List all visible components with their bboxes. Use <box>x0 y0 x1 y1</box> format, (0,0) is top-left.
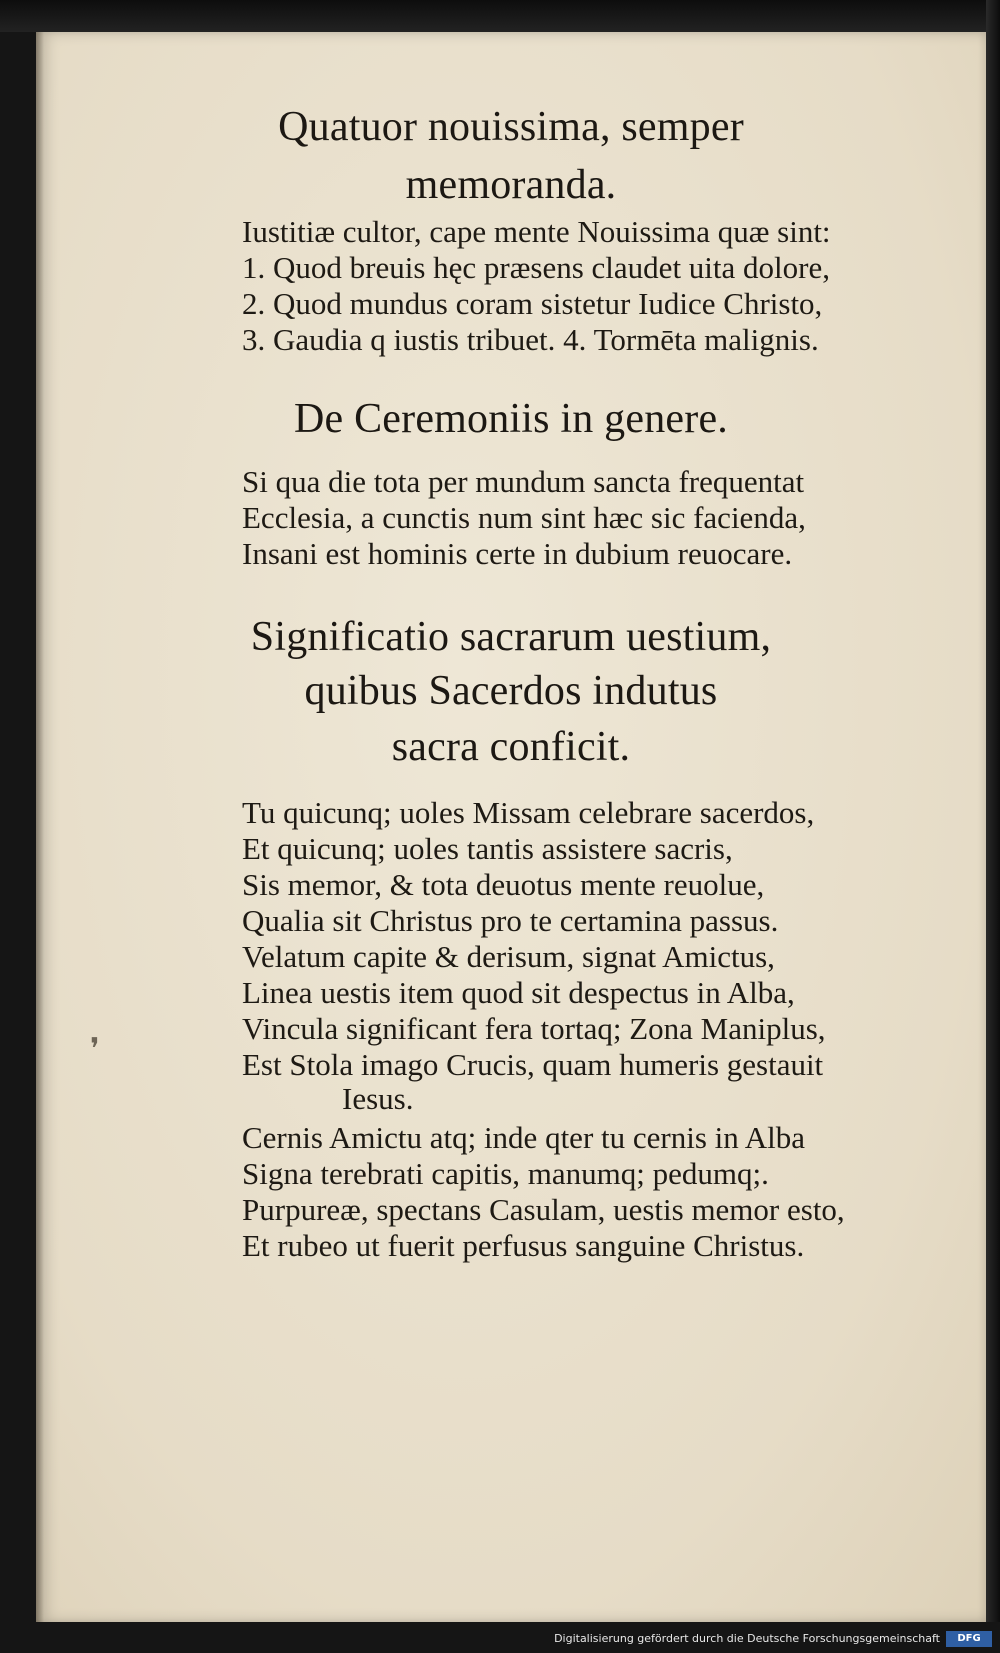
book-edge-top <box>0 0 1000 32</box>
heading-quatuor-line-2: memoranda. <box>405 162 617 208</box>
verse-line: 3. Gaudia q iustis tribuet. 4. Tormēta malignis. <box>242 322 819 357</box>
verse-line: Et rubeo ut fuerit perfusus sanguine Christus. <box>242 1228 805 1263</box>
verse-line: Signa terebrati capitis, manumq; pedumq;. <box>242 1156 769 1191</box>
verse-line: Insani est hominis certe in dubium reuocare. <box>242 536 793 571</box>
verse-line: 2. Quod mundus coram sistetur Iudice Christo, <box>242 286 823 321</box>
heading-quatuor-line-1: Quatuor nouissima, semper <box>278 104 744 150</box>
digitization-credit: Digitalisierung gefördert durch die Deutsche Forschungsgemeinschaft <box>554 1632 940 1645</box>
verse-line: Vincula significant fera tortaq; Zona Maniplus, <box>242 1011 826 1046</box>
verse-line: Et quicunq; uoles tantis assistere sacris, <box>242 831 733 866</box>
footer-bar <box>0 1622 1000 1653</box>
heading-significatio-line-2: quibus Sacerdos indutus <box>304 668 718 714</box>
verse-line-continuation: Iesus. <box>342 1081 414 1116</box>
dfg-logo: DFG <box>946 1631 992 1647</box>
heading-ceremoniis: De Ceremoniis in genere. <box>294 396 728 442</box>
page-text <box>36 32 986 1622</box>
verse-line: Velatum capite & derisum, signat Amictus, <box>242 939 775 974</box>
verse-line: Si qua die tota per mundum sancta frequentat <box>242 464 805 499</box>
verse-line: Sis memor, & tota deuotus mente reuolue, <box>242 867 765 902</box>
ink-blot-icon: ❜ <box>90 1033 100 1066</box>
verse-line: Cernis Amictu atq; inde qter tu cernis in Alba <box>242 1120 806 1155</box>
verse-line: 1. Quod breuis hęc præsens claudet uita dolore, <box>242 250 830 285</box>
book-edge-right <box>986 0 1000 1653</box>
verse-line: Tu quicunq; uoles Missam celebrare sacerdos, <box>242 795 815 830</box>
verse-line: Iustitiæ cultor, cape mente Nouissima quæ sint: <box>242 214 831 249</box>
verse-line: Ecclesia, a cunctis num sint hæc sic facienda, <box>242 500 806 535</box>
verse-line: Est Stola imago Crucis, quam humeris gestauit <box>242 1047 824 1082</box>
verse-line: Purpureæ, spectans Casulam, uestis memor esto, <box>242 1192 845 1227</box>
verse-line: Linea uestis item quod sit despectus in Alba, <box>242 975 795 1010</box>
verse-line: Qualia sit Christus pro te certamina passus. <box>242 903 779 938</box>
heading-significatio-line-3: sacra conficit. <box>391 724 631 770</box>
heading-significatio-line-1: Significatio sacrarum uestium, <box>250 614 772 660</box>
